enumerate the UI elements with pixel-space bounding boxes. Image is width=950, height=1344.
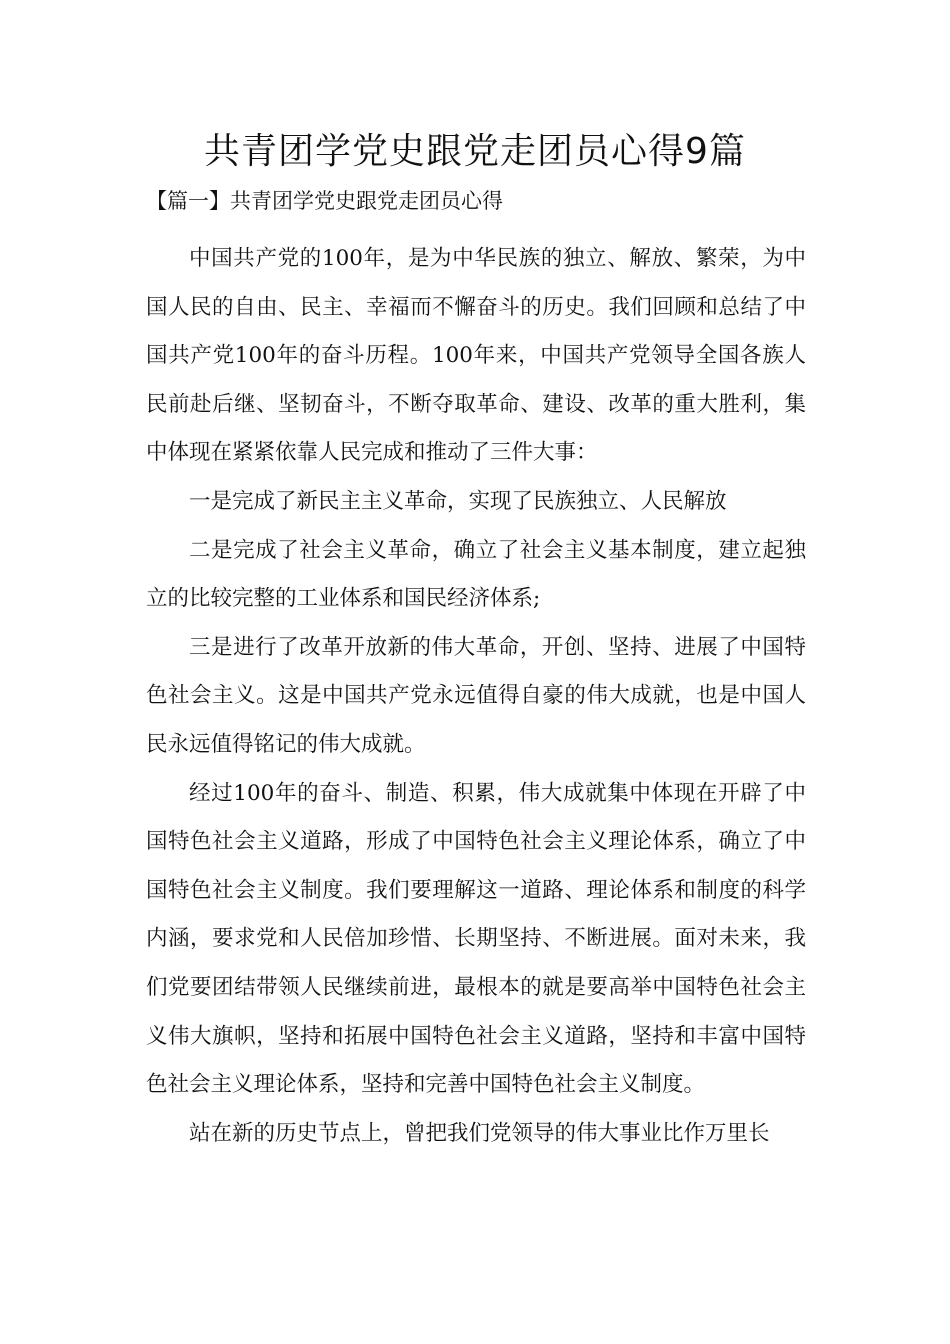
paragraph: 经过100年的奋斗、制造、积累，伟大成就集中体现在开辟了中国特色社会主义道路，形成了中国特色社会主义理论体系，确立了中国特色社会主义制度。我们要理解这一道路、理论体系和制度的科学内涵，要求党和人民倍加珍惜、长期坚持、不断进展。面对未来，我们党要团结带领人民继续前进，最根本的就是要高举中国特色社会主义伟大旗帜，坚持和拓展中国特色社会主义道路，坚持和丰富中国特色社会主义理论体系，坚持和完善中国特色社会主义制度。 (146, 780, 806, 1098)
document-body (146, 235, 806, 1158)
paragraph: 三是进行了改革开放新的伟大革命，开创、坚持、进展了中国特色社会主义。这是中国共产党永远值得自豪的伟大成就，也是中国人民永远值得铭记的伟大成就。 (146, 634, 806, 757)
section-heading: 【篇一】共青团学党史跟党走团员心得 (146, 189, 503, 213)
paragraph: 中国共产党的100年，是为中华民族的独立、解放、繁荣，为中国人民的自由、民主、幸福而不懈奋斗的历史。我们回顾和总结了中国共产党100年的奋斗历程。100年来，中国共产党领导全国各族人民前赴后继、坚韧奋斗，不断夺取革命、建设、改革的重大胜利，集中体现在紧紧依靠人民完成和推动了三件大事： (146, 246, 806, 466)
paragraph: 站在新的历史节点上，曾把我们党领导的伟大事业比作万里长 (189, 1120, 770, 1146)
document-title: 共青团学党史跟党走团员心得9篇 (204, 131, 746, 172)
paragraph: 二是完成了社会主义革命，确立了社会主义基本制度，建立起独立的比较完整的工业体系和国民经济体系; (146, 537, 806, 612)
paragraph: 一是完成了新民主主义革命，实现了民族独立、人民解放 (189, 488, 727, 514)
